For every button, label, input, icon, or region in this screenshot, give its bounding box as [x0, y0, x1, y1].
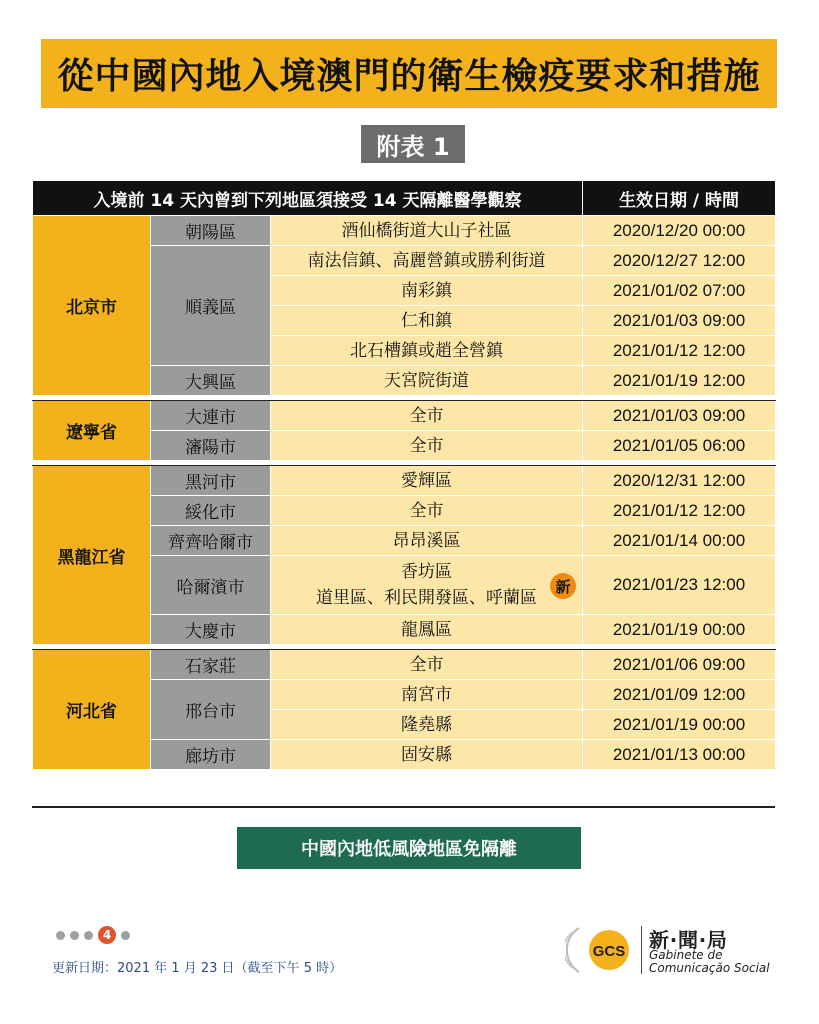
- area-cell: [271, 556, 583, 615]
- page-title: 從中國內地入境澳門的衛生檢疫要求和措施: [41, 39, 777, 108]
- area-cell: [271, 366, 583, 396]
- area-cell: [271, 710, 583, 740]
- area-line: 愛輝區: [401, 470, 452, 491]
- area-line: 昂昂溪區: [392, 530, 461, 551]
- gcs-logo: [565, 922, 780, 978]
- area-cell: [271, 496, 583, 526]
- city-cell: 大慶市: [151, 615, 271, 645]
- area-cell: [271, 401, 583, 431]
- effective-time-cell: 2021/01/13 00:00: [583, 740, 776, 770]
- logo-portuguese-line1: Gabinete de: [649, 948, 723, 962]
- area-line: 北石槽鎮或趙全營鎮: [350, 340, 503, 361]
- page-dot[interactable]: [70, 931, 79, 940]
- area-cell: [271, 306, 583, 336]
- province-cell: 北京市: [33, 216, 151, 396]
- effective-time-cell: 2021/01/09 12:00: [583, 680, 776, 710]
- area-cell: [271, 466, 583, 496]
- logo-mark-text: GCS: [592, 943, 626, 960]
- city-cell: 齊齊哈爾市: [151, 526, 271, 556]
- table-row: [33, 466, 776, 496]
- area-cell: [271, 431, 583, 461]
- province-cell: 河北省: [33, 650, 151, 770]
- effective-time-cell: 2021/01/19 12:00: [583, 366, 776, 396]
- city-cell: 哈爾濱市: [151, 556, 271, 615]
- area-line: 全市: [409, 405, 444, 426]
- city-cell: 廊坊市: [151, 740, 271, 770]
- new-badge: 新: [550, 573, 576, 599]
- area-cell: [271, 246, 583, 276]
- table-subtitle: 附表 1: [361, 125, 465, 163]
- area-line: 南彩鎮: [401, 280, 452, 301]
- low-risk-areas-button[interactable]: 中國內地低風險地區免隔離: [237, 827, 581, 869]
- effective-time-cell: 2021/01/03 09:00: [583, 306, 776, 336]
- effective-time-cell: 2020/12/20 00:00: [583, 216, 776, 246]
- area-cell: [271, 680, 583, 710]
- province-cell: 遼寧省: [33, 401, 151, 461]
- city-cell: 石家莊: [151, 650, 271, 680]
- effective-time-cell: 2021/01/02 07:00: [583, 276, 776, 306]
- area-line: 龍鳳區: [401, 619, 452, 640]
- area-line: 全市: [409, 654, 444, 675]
- area-cell: [271, 740, 583, 770]
- area-cell: [271, 526, 583, 556]
- area-line: 香坊區: [401, 562, 452, 582]
- table-row: [33, 401, 776, 431]
- logo-divider: [641, 926, 642, 974]
- city-cell: 大連市: [151, 401, 271, 431]
- logo-chinese-name: 新‧聞‧局: [649, 928, 728, 952]
- effective-time-cell: 2021/01/12 12:00: [583, 496, 776, 526]
- effective-time-cell: 2021/01/12 12:00: [583, 336, 776, 366]
- area-line: 天宮院街道: [384, 370, 469, 391]
- area-cell: [271, 276, 583, 306]
- page-dot[interactable]: [121, 931, 130, 940]
- city-cell: 大興區: [151, 366, 271, 396]
- effective-time-cell: 2020/12/27 12:00: [583, 246, 776, 276]
- area-cell: [271, 336, 583, 366]
- table-bottom-rule: [32, 806, 775, 808]
- logo-portuguese-line2: Comunicação Social: [649, 961, 770, 975]
- area-line: 固安縣: [401, 744, 452, 765]
- city-cell: 順義區: [151, 246, 271, 366]
- effective-time-cell: 2021/01/06 09:00: [583, 650, 776, 680]
- effective-time-cell: 2021/01/19 00:00: [583, 710, 776, 740]
- gcs-logo-mark-icon: [565, 922, 637, 978]
- effective-time-cell: 2021/01/03 09:00: [583, 401, 776, 431]
- effective-time-cell: 2021/01/19 00:00: [583, 615, 776, 645]
- header-areas: 入境前 14 天內曾到下列地區須接受 14 天隔離醫學觀察: [33, 181, 583, 216]
- header-effective-time: 生效日期 / 時間: [583, 181, 776, 216]
- table-row: [33, 650, 776, 680]
- area-cell: [271, 615, 583, 645]
- page-indicator: [56, 926, 130, 944]
- area-line: 隆堯縣: [401, 714, 452, 735]
- area-line: 全市: [409, 500, 444, 521]
- page-dot[interactable]: [56, 931, 65, 940]
- area-cell: [271, 216, 583, 246]
- city-cell: 邢台市: [151, 680, 271, 740]
- page-dot[interactable]: [84, 931, 93, 940]
- table-row: [33, 216, 776, 246]
- city-cell: 綏化市: [151, 496, 271, 526]
- city-cell: 朝陽區: [151, 216, 271, 246]
- province-cell: 黑龍江省: [33, 466, 151, 645]
- current-page-badge: 4: [98, 926, 116, 944]
- area-line: 南宮市: [401, 684, 452, 705]
- effective-time-cell: 2021/01/05 06:00: [583, 431, 776, 461]
- effective-time-cell: 2020/12/31 12:00: [583, 466, 776, 496]
- area-line: 道里區、利民開發區、呼蘭區: [316, 588, 537, 608]
- city-cell: 黑河市: [151, 466, 271, 496]
- area-line: 酒仙橋街道大山子社區: [341, 220, 512, 241]
- city-cell: 瀋陽市: [151, 431, 271, 461]
- updated-date: 更新日期：2021 年 1 月 23 日（截至下午 5 時）: [52, 961, 343, 976]
- quarantine-table: [32, 180, 776, 770]
- area-line: 全市: [409, 435, 444, 456]
- effective-time-cell: 2021/01/14 00:00: [583, 526, 776, 556]
- area-cell: [271, 650, 583, 680]
- effective-time-cell: 2021/01/23 12:00: [583, 556, 776, 615]
- area-line: 南法信鎮、高麗營鎮或勝利街道: [307, 250, 546, 271]
- area-line: 仁和鎮: [401, 310, 452, 331]
